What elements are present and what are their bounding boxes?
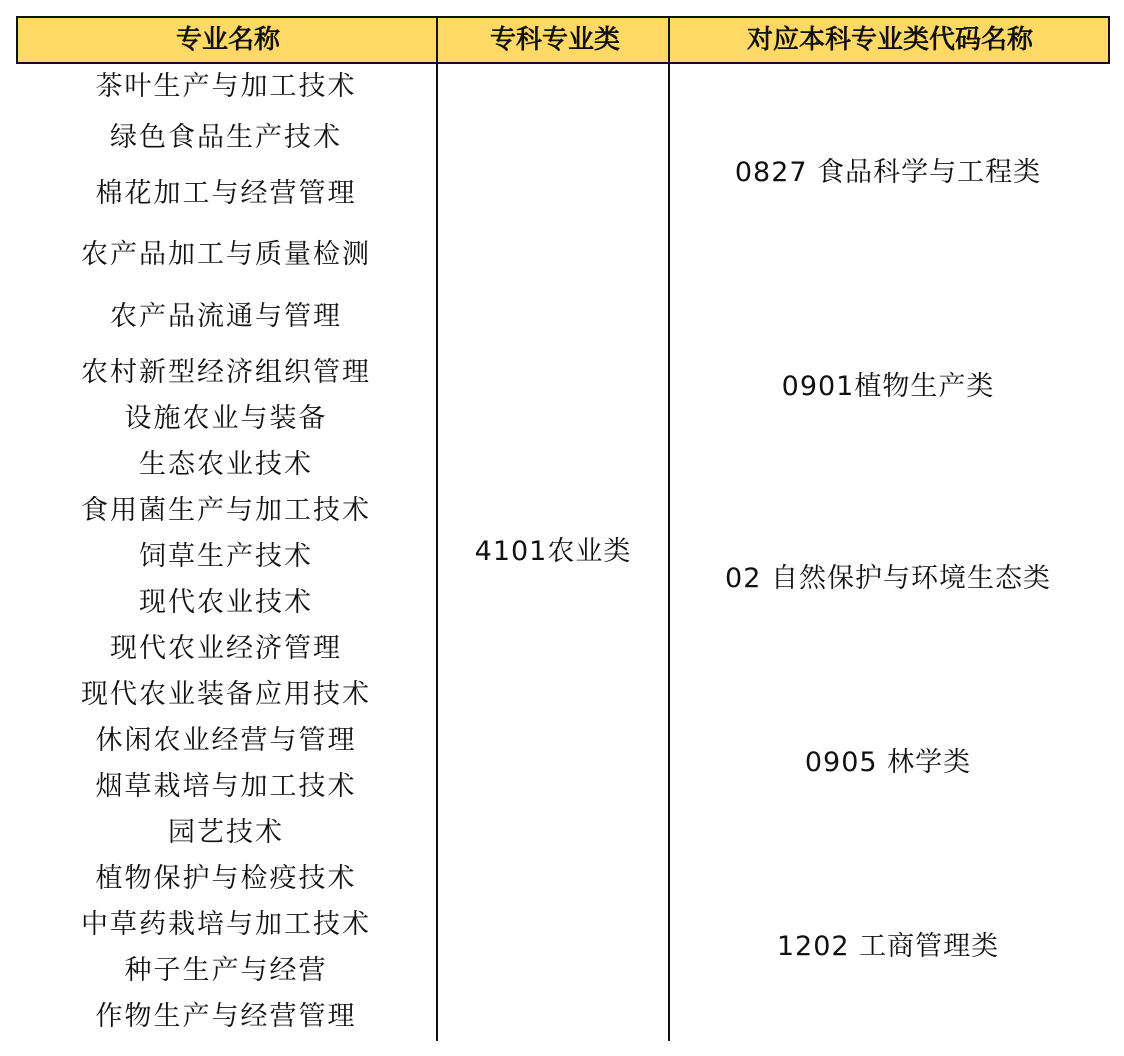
major-name: 园艺技术: [168, 817, 284, 848]
major-name: 饲草生产技术: [139, 541, 313, 572]
major-name: 休闲农业经营与管理: [95, 725, 357, 756]
major-name: 绿色食品生产技术: [110, 122, 342, 153]
major-name: 作物生产与经营管理: [95, 1001, 357, 1032]
undergrad-category: 0905 林学类: [804, 747, 972, 778]
major-name: 现代农业经济管理: [110, 633, 342, 664]
major-name: 种子生产与经营: [124, 955, 328, 986]
specialty-category: 4101农业类: [474, 536, 632, 567]
undergrad-category: 0901植物生产类: [781, 371, 995, 402]
major-name: 食用菌生产与加工技术: [81, 495, 371, 526]
major-name: 烟草栽培与加工技术: [95, 771, 357, 802]
column-divider: [436, 16, 438, 1041]
header-undergrad-category: 对应本科专业类代码名称: [746, 25, 1033, 55]
major-name: 棉花加工与经营管理: [95, 178, 357, 209]
major-name: 中草药栽培与加工技术: [81, 909, 371, 940]
major-name: 农产品流通与管理: [110, 301, 342, 332]
undergrad-category: 02 自然保护与环境生态类: [725, 563, 1051, 594]
header-major-name: 专业名称: [175, 25, 280, 55]
major-name: 设施农业与装备: [124, 403, 328, 434]
undergrad-category: 1202 工商管理类: [776, 931, 1000, 962]
major-name: 农产品加工与质量检测: [81, 239, 371, 270]
major-name: 生态农业技术: [139, 449, 313, 480]
header-specialty-category: 专科专业类: [489, 25, 620, 55]
table-header: [16, 16, 1110, 64]
major-name: 植物保护与检疫技术: [95, 863, 357, 894]
major-name: 茶叶生产与加工技术: [95, 71, 357, 102]
major-name: 农村新型经济组织管理: [81, 357, 371, 388]
major-name: 现代农业技术: [139, 587, 313, 618]
major-name: 现代农业装备应用技术: [81, 679, 371, 710]
undergrad-category: 0827 食品科学与工程类: [734, 157, 1042, 188]
major-mapping-table: [16, 16, 1108, 1041]
